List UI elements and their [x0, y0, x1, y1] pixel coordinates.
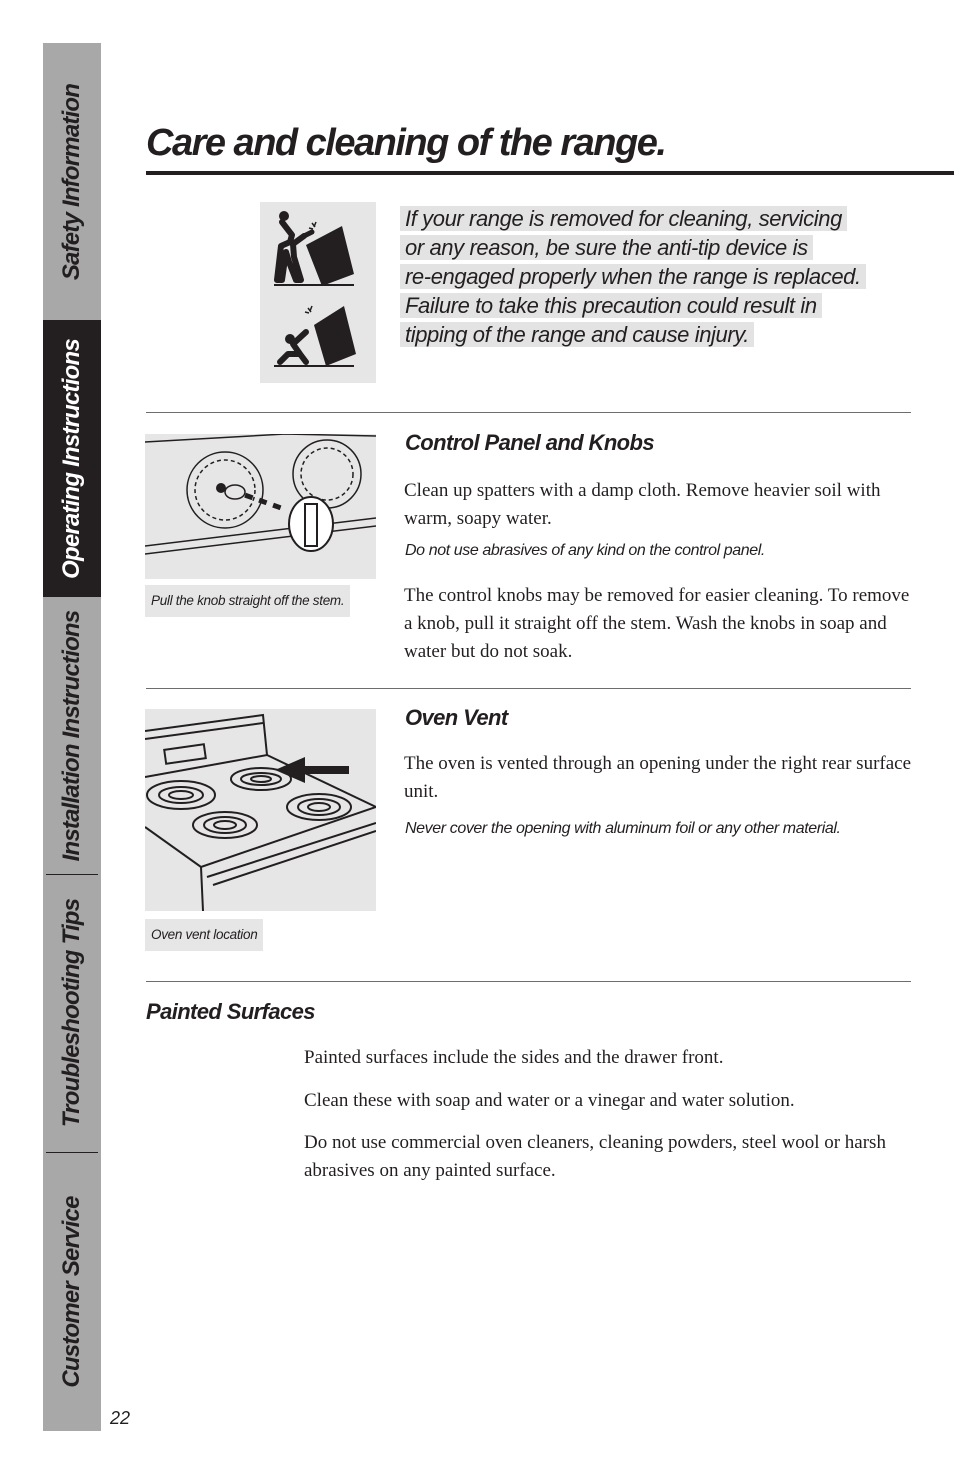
warning-line: If your range is removed for cleaning, servicing [400, 206, 847, 231]
knob-removal-illustration [145, 434, 376, 579]
warning-line: tipping of the range and cause injury. [400, 322, 754, 347]
control-panel-paragraph: Clean up spatters with a damp cloth. Remove heavier soil with warm, soapy water. [404, 480, 881, 529]
painted-surfaces-paragraph: Do not use commercial oven cleaners, cleaning powders, steel wool or harsh abrasives on any painted surface. [304, 1132, 886, 1181]
anti-tip-warning-text [400, 204, 915, 349]
tab-label: Installation Instructions [58, 610, 85, 861]
oven-vent-paragraph: The oven is vented through an opening under the right rear surface unit. [404, 753, 912, 802]
oven-vent-illustration [145, 709, 376, 911]
painted-surfaces-paragraph: Painted surfaces include the sides and the drawer front. [304, 1047, 724, 1068]
tab-label: Troubleshooting Tips [58, 898, 85, 1128]
section-divider [146, 412, 911, 413]
oven-vent-note: Never cover the opening with aluminum foil or any other material. [405, 820, 841, 837]
tab-label: Customer Service [58, 1195, 85, 1388]
anti-tip-warning-icon [260, 202, 376, 383]
control-knobs-paragraph: The control knobs may be removed for easier cleaning. To remove a knob, pull it straight off the stem. Wash the knobs in soap and water but do not soak. [404, 585, 910, 662]
tab-label: Safety Information [58, 83, 85, 280]
tab-installation-instructions[interactable] [43, 597, 101, 874]
knob-caption: Pull the knob straight off the stem. [145, 585, 350, 617]
painted-surfaces-paragraph: Clean these with soap and water or a vinegar and water solution. [304, 1090, 795, 1111]
tab-customer-service[interactable] [43, 1152, 101, 1431]
warning-line: or any reason, be sure the anti-tip device is [400, 235, 813, 260]
painted-surfaces-heading: Painted Surfaces [146, 999, 315, 1024]
side-tab-bar [43, 43, 101, 1431]
control-panel-note: Do not use abrasives of any kind on the control panel. [405, 542, 765, 559]
oven-vent-heading: Oven Vent [405, 705, 508, 730]
tab-troubleshooting-tips[interactable] [43, 874, 101, 1152]
section-divider [146, 688, 911, 689]
section-divider [146, 981, 911, 982]
title-rule [146, 171, 954, 175]
page-title: Care and cleaning of the range. [146, 122, 666, 164]
tab-operating-instructions[interactable] [43, 320, 101, 597]
control-panel-heading: Control Panel and Knobs [405, 430, 654, 455]
tab-safety-information[interactable] [43, 43, 101, 320]
warning-line: Failure to take this precaution could result in [400, 293, 822, 318]
page-number: 22 [110, 1408, 131, 1428]
warning-line: re-engaged properly when the range is replaced. [400, 264, 866, 289]
vent-caption: Oven vent location [145, 919, 263, 951]
tab-label: Operating Instructions [58, 338, 85, 579]
